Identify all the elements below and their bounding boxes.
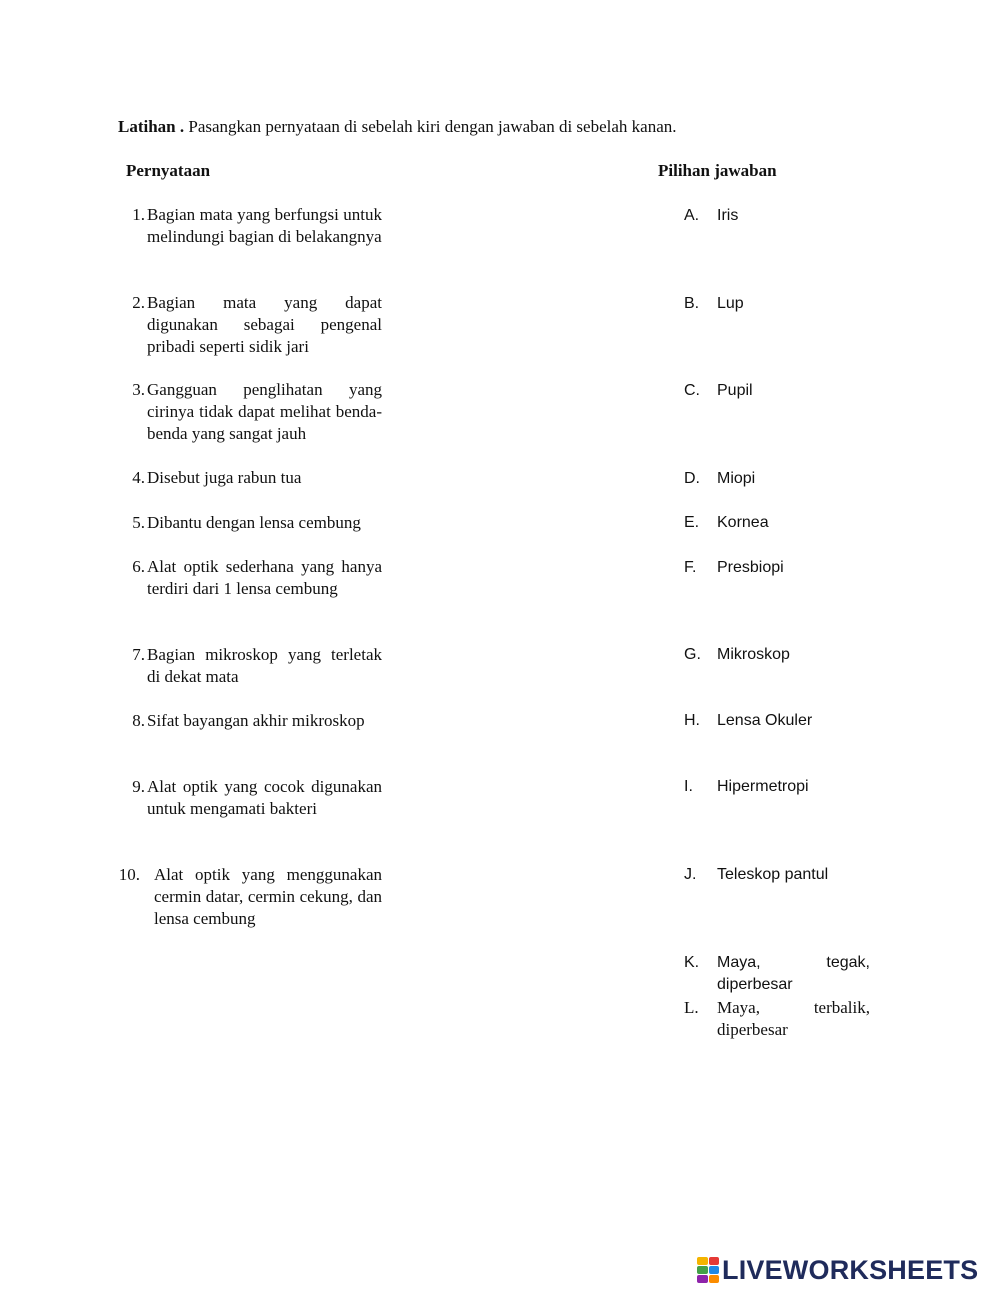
statement-item — [118, 556, 382, 600]
statement-item — [118, 292, 382, 358]
answer-text: Mikroskop — [717, 646, 790, 663]
statement-number: 5. — [132, 513, 145, 532]
answer-text: Hipermetropi — [717, 778, 809, 795]
answer-letter: F. — [684, 559, 697, 576]
answer-text: Maya, tegak, diperbesar — [717, 954, 870, 993]
instruction-line — [118, 117, 677, 137]
statement-text: Alat optik sederhana yang hanya terdiri dari 1 lensa cembung — [147, 557, 382, 598]
answer-option — [684, 776, 870, 798]
answer-letter: C. — [684, 382, 700, 399]
answer-option — [684, 557, 870, 579]
answer-letter: J. — [684, 866, 697, 883]
logo-block — [709, 1275, 720, 1283]
statement-item — [118, 864, 382, 930]
answer-letter: G. — [684, 646, 701, 663]
answer-letter: E. — [684, 514, 700, 531]
answer-option — [684, 864, 870, 886]
statement-number: 7. — [132, 645, 145, 664]
statement-text: Gangguan penglihatan yang cirinya tidak dapat melihat benda-benda yang sangat jauh — [147, 380, 382, 443]
statement-item — [118, 644, 382, 688]
statement-item — [118, 512, 382, 534]
answer-text: Miopi — [717, 470, 756, 487]
answer-option — [684, 205, 870, 227]
answer-letter: A. — [684, 207, 700, 224]
statement-text: Bagian mikroskop yang terletak di dekat mata — [147, 645, 382, 686]
answer-text: Teleskop pantul — [717, 866, 829, 883]
logo-block — [697, 1275, 708, 1283]
exercise-label: Latihan . — [118, 117, 185, 136]
answer-text: Iris — [717, 207, 739, 224]
answer-letter: D. — [684, 470, 700, 487]
statement-item — [118, 204, 382, 248]
answer-letter: H. — [684, 712, 700, 729]
answer-option — [684, 512, 870, 534]
answer-option — [684, 293, 870, 315]
statement-text: Disebut juga rabun tua — [147, 468, 302, 487]
answer-option — [684, 468, 870, 490]
answer-text: Kornea — [717, 514, 769, 531]
statement-number: 10. — [118, 865, 140, 884]
statement-number: 1. — [132, 205, 145, 224]
answer-option — [684, 710, 870, 732]
liveworksheets-brand — [697, 1255, 978, 1285]
statement-number: 6. — [132, 557, 145, 576]
logo-block — [709, 1257, 720, 1265]
statement-item — [118, 776, 382, 820]
statements-heading: Pernyataan — [126, 161, 211, 180]
statement-number: 2. — [132, 293, 145, 312]
brand-name: LIVEWORKSHEETS — [722, 1254, 979, 1285]
statement-item — [118, 710, 382, 732]
statement-number: 8. — [132, 711, 145, 730]
statement-text: Sifat bayangan akhir mikroskop — [147, 711, 365, 730]
answer-letter: K. — [684, 954, 700, 971]
statement-text: Dibantu dengan lensa cembung — [147, 513, 361, 532]
logo-block — [709, 1266, 720, 1274]
statement-text: Alat optik yang cocok digunakan untuk mengamati bakteri — [147, 777, 382, 818]
statement-item — [118, 467, 382, 489]
statement-text: Bagian mata yang berfungsi untuk melindungi bagian di belakangnya — [147, 205, 382, 246]
answer-option — [684, 997, 870, 1041]
logo-block — [697, 1266, 708, 1274]
answer-text: Maya, terbalik, diperbesar — [717, 998, 870, 1039]
answer-text: Pupil — [717, 382, 753, 399]
answer-letter: B. — [684, 295, 700, 312]
statement-item — [118, 379, 382, 445]
answer-text: Presbiopi — [717, 559, 784, 576]
statement-text: Alat optik yang menggunakan cermin datar, cermin cekung, dan lensa cembung — [154, 865, 382, 928]
liveworksheets-logo-icon — [697, 1257, 719, 1283]
statement-number: 9. — [132, 777, 145, 796]
statement-number: 4. — [132, 468, 145, 487]
answer-text: Lensa Okuler — [717, 712, 813, 729]
statement-text: Bagian mata yang dapat digunakan sebagai pengenal pribadi seperti sidik jari — [147, 293, 382, 356]
answers-heading: Pilihan jawaban — [658, 161, 777, 180]
answer-option — [684, 644, 870, 666]
answer-letter: L. — [684, 998, 699, 1017]
answer-letter: I. — [684, 778, 693, 795]
answer-option — [684, 952, 870, 996]
instruction-text: Pasangkan pernyataan di sebelah kiri dengan jawaban di sebelah kanan. — [188, 117, 677, 136]
logo-block — [697, 1257, 708, 1265]
answer-text: Lup — [717, 295, 744, 312]
statement-number: 3. — [132, 380, 145, 399]
answer-option — [684, 380, 870, 402]
